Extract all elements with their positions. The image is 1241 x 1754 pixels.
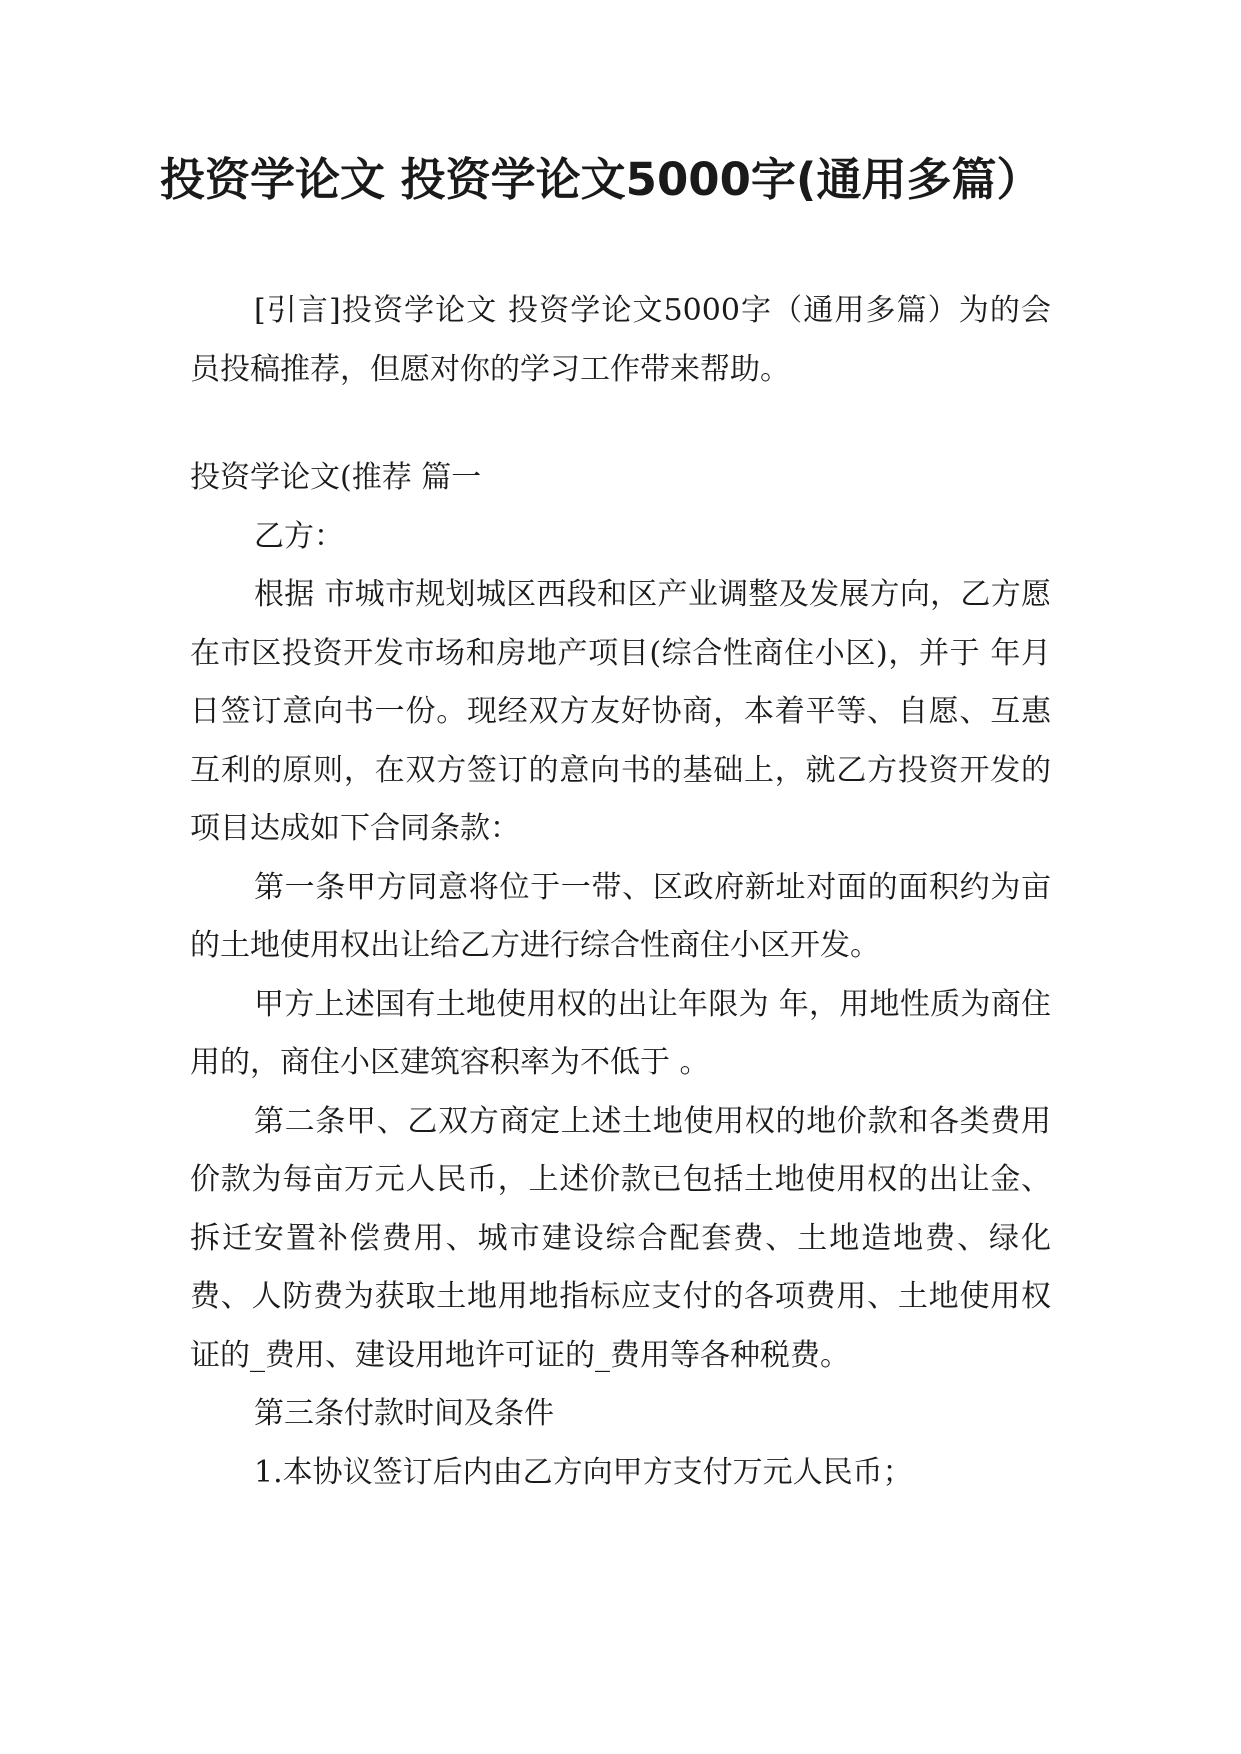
paragraph: 乙方： bbox=[254, 518, 344, 554]
paragraph: 甲方上述国有土地使用权的出让年限为 年，用地性质为商住用的，商住小区建筑容积率为不低于 。 bbox=[190, 986, 1051, 1080]
section-heading: 投资学论文(推荐 篇一 bbox=[190, 460, 482, 495]
paragraph: 1.本协议签订后内由乙方向甲方支付万元人民币； bbox=[254, 1454, 913, 1490]
document-title: 投资学论文 投资学论文5000字(通用多篇） bbox=[160, 153, 1042, 206]
paragraph: 第二条甲、乙双方商定上述土地使用权的地价款和各类费用价款为每亩万元人民币，上述价款已包括土地使用权的出让金、拆迁安置补偿费用、城市建设综合配套费、土地造地费、绿化费、人防费为获取土地用地指标应支付的各项费用、土地使用权证的_费用、建设用地许可证的_费用等各种税费。 bbox=[190, 1103, 1051, 1373]
paragraph: 第一条甲方同意将位于一带、区政府新址对面的面积约为亩的土地使用权出让给乙方进行综合性商住小区开发。 bbox=[190, 869, 1051, 963]
paragraph: 第三条付款时间及条件 bbox=[254, 1396, 554, 1431]
intro-paragraph: [引言]投资学论文 投资学论文5000字（通用多篇）为的会员投稿推荐，但愿对你的学习工作带来帮助。 bbox=[190, 293, 1051, 387]
paragraph: 根据 市城市规划城区西段和区产业调整及发展方向，乙方愿在市区投资开发市场和房地产项目(综合性商住小区)，并于 年月日签订意向书一份。现经双方友好协商，本着平等、自愿、互惠互利的原则，在双方签订的意向书的基础上，就乙方投资开发的项目达成如下合同条款： bbox=[190, 577, 1051, 846]
document-body bbox=[190, 282, 1051, 1502]
